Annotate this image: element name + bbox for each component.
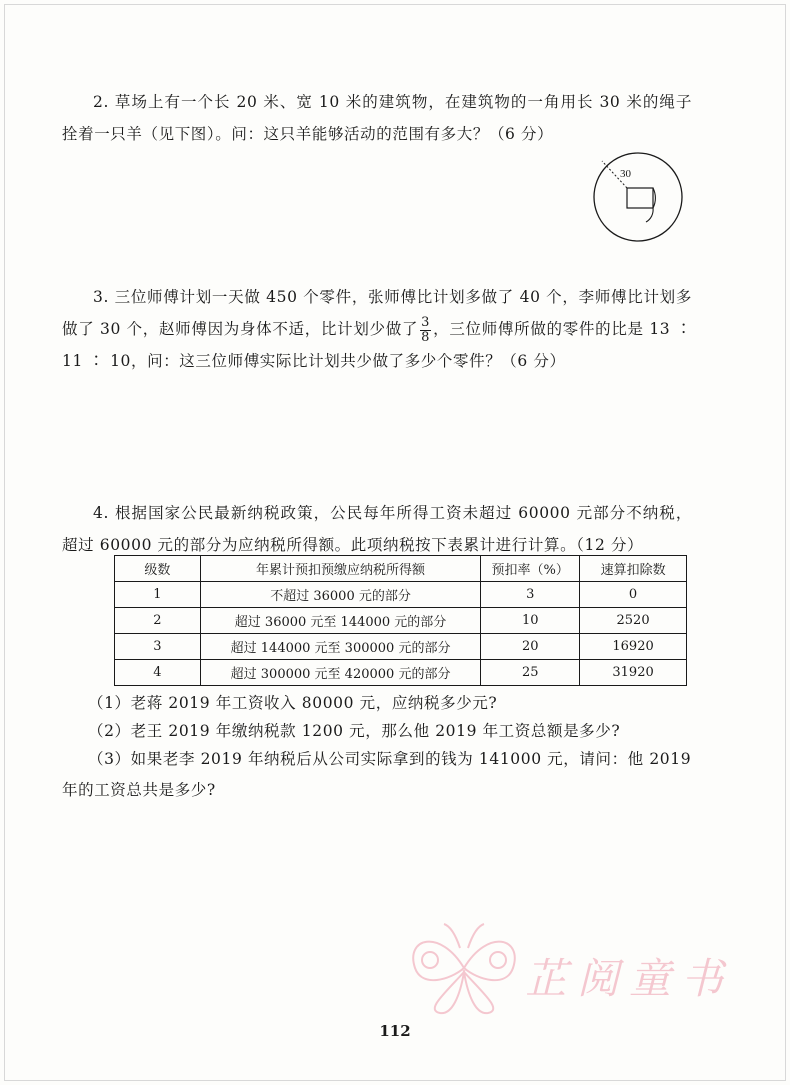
table-cell: 20: [481, 634, 580, 660]
problem-3-text: [62, 281, 692, 377]
problem-4-question-3: （3）如果老李 2019 年纳税后从公司实际拿到的钱为 141000 元，请问：他 2019 年的工资总共是多少?: [62, 750, 692, 799]
table-cell: 31920: [580, 660, 687, 686]
table-cell: 超过 300000 元至 420000 元的部分: [200, 660, 480, 686]
butterfly-watermark-icon: [400, 918, 530, 1018]
table-header-cell: 速算扣除数: [580, 556, 687, 582]
page-number: 112: [379, 1022, 411, 1040]
table-header-row: [115, 556, 687, 582]
table-header-cell: 级数: [115, 556, 201, 582]
table-cell: 2520: [580, 608, 687, 634]
sheep-rope-diagram: [580, 147, 690, 243]
table-cell: 不超过 36000 元的部分: [200, 582, 480, 608]
tax-rate-table: [114, 555, 687, 686]
problem-2-text: 2. 草场上有一个长 20 米、宽 10 米的建筑物，在建筑物的一角用长 30 米的绳子拴着一只羊（见下图）。问：这只羊能够活动的范围有多大？（6 分）: [62, 93, 692, 143]
table-cell: 25: [481, 660, 580, 686]
table-cell: 1: [115, 582, 201, 608]
table-row: [115, 660, 687, 686]
rope-length-label: 30: [620, 168, 631, 180]
table-cell: 3: [115, 634, 201, 660]
table-cell: 0: [580, 582, 687, 608]
table-cell: 10: [481, 608, 580, 634]
problem-3-text-before: 3. 三位师傅计划一天做 450 个零件，张师傅比计划多做了 40 个，李师傅比计划多做了 30 个，赵师傅因为身体不适，比计划少做了: [62, 288, 692, 338]
table-header-cell: 预扣率（%）: [481, 556, 580, 582]
table-row: [115, 634, 687, 660]
table-cell: 超过 144000 元至 300000 元的部分: [200, 634, 480, 660]
problem-3-text-after: ，三位师傅所做的零件的比是 13 ∶ 11 ∶ 10，问：这三位师傅实际比计划共少做了多少个零件？（6 分）: [62, 320, 692, 370]
fraction-numerator: 3: [421, 314, 431, 330]
building-rect: [627, 188, 653, 208]
table-cell: 2: [115, 608, 201, 634]
fraction-denominator: 8: [421, 329, 431, 345]
table-cell: 4: [115, 660, 201, 686]
watermark-text: 芷阅童书: [525, 954, 734, 1003]
table-cell: 16920: [580, 634, 687, 660]
problem-4-question-2: （2）老王 2019 年缴纳税款 1200 元，那么他 2019 年工资总额是多少?: [88, 722, 621, 740]
table-row: [115, 582, 687, 608]
problem-4-question-1: （1）老蒋 2019 年工资收入 80000 元，应纳税多少元?: [88, 694, 498, 712]
problem-4-text: 4. 根据国家公民最新纳税政策，公民每年所得工资未超过 60000 元部分不纳税，超过 60000 元的部分为应纳税所得额。此项纳税按下表累计进行计算。（12 分）: [62, 504, 692, 554]
table-cell: 3: [481, 582, 580, 608]
small-arc-bottom: [646, 208, 653, 222]
table-row: [115, 608, 687, 634]
table-header-cell: 年累计预扣预缴应纳税所得额: [200, 556, 480, 582]
fraction-three-eighths: [420, 316, 431, 345]
table-cell: 超过 36000 元至 144000 元的部分: [200, 608, 480, 634]
